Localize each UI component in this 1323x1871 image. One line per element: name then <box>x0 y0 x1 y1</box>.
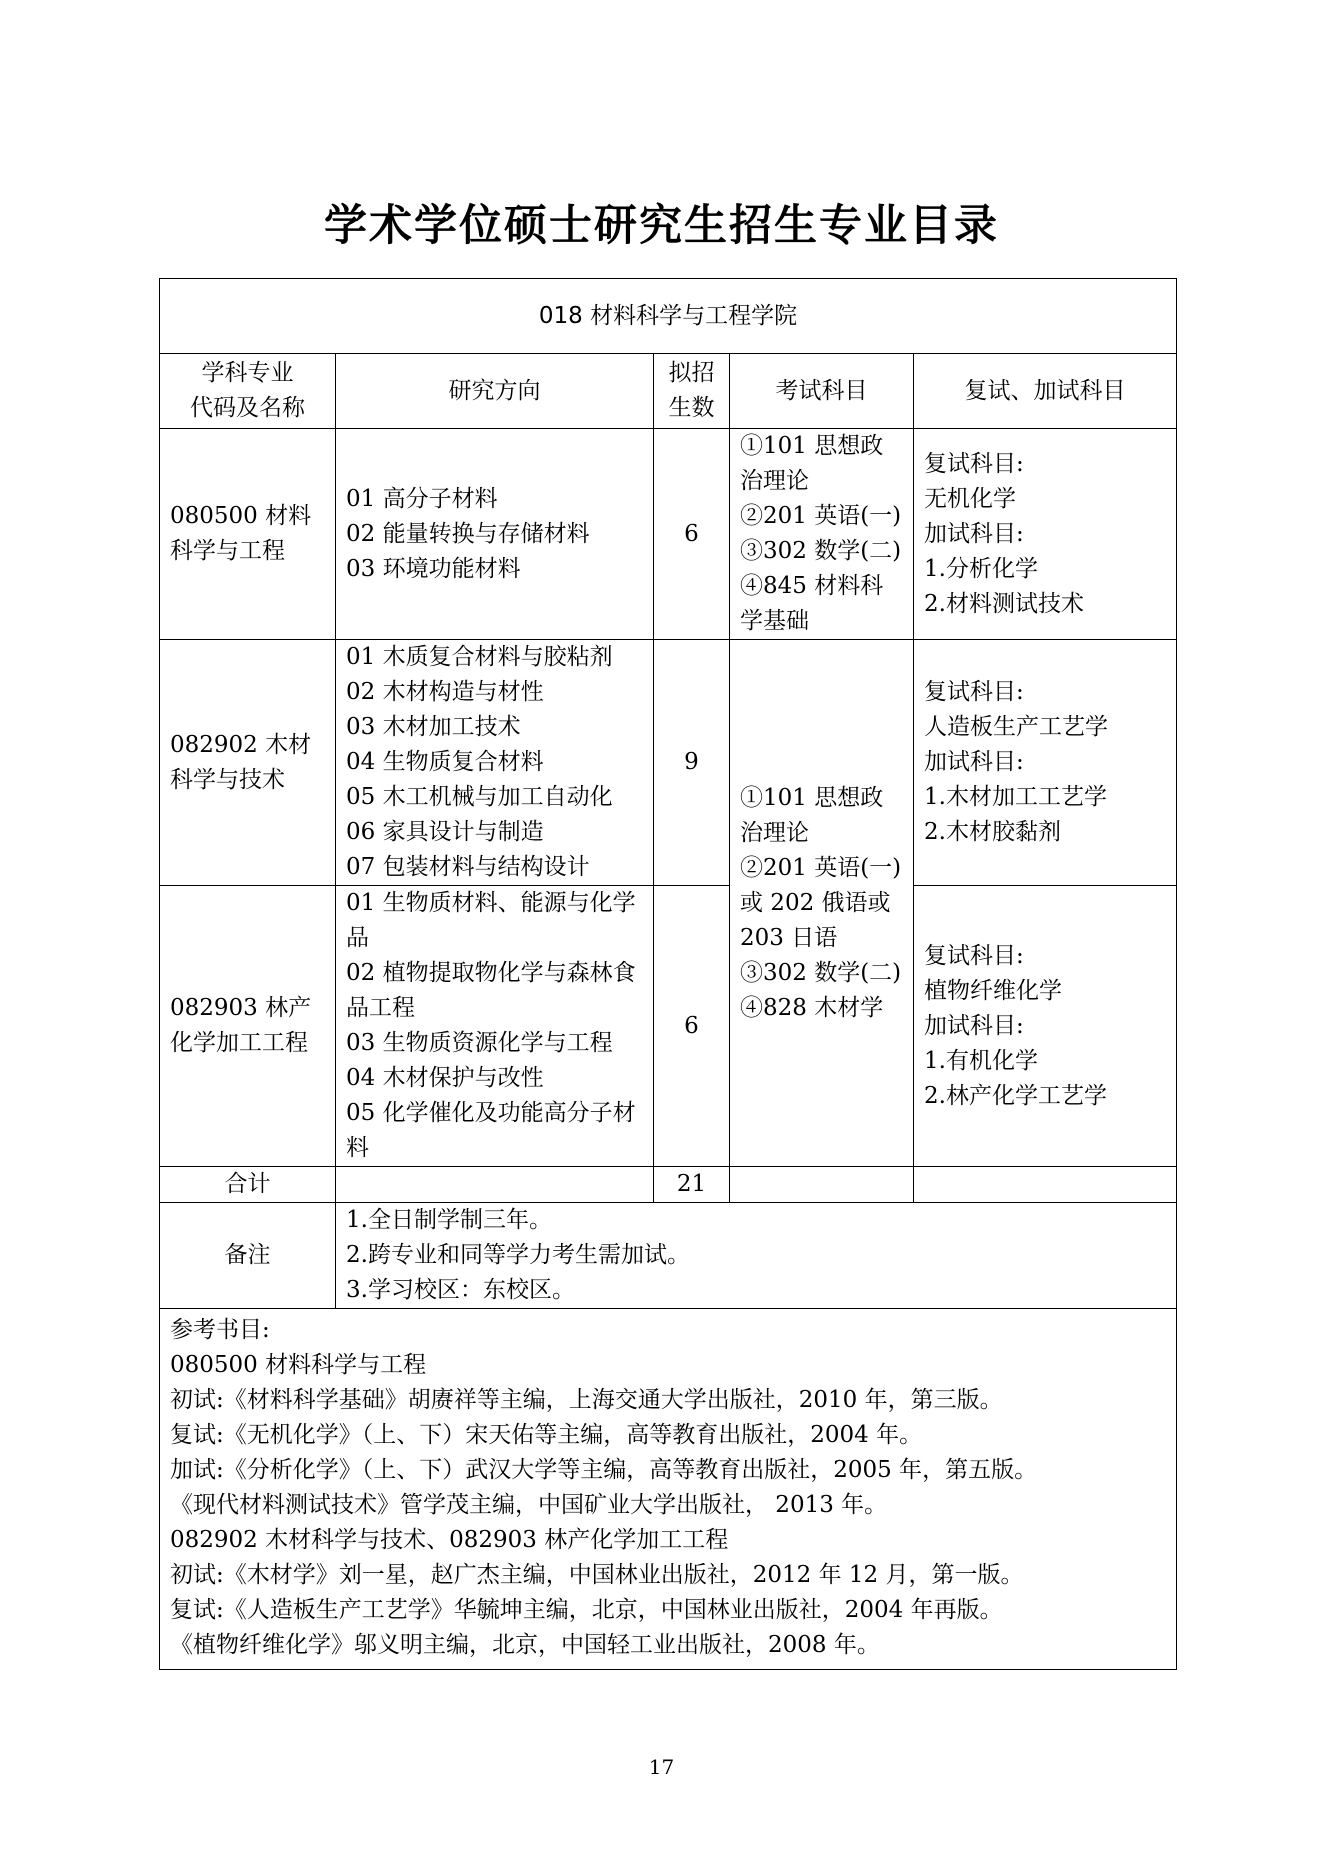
retest-subjects: 复试科目: 人造板生产工艺学 加试科目: 1.木材加工工艺学 2.木材胶黏剂 <box>914 640 1177 886</box>
research-directions: 01 高分子材料 02 能量转换与存储材料 03 环境功能材料 <box>336 429 654 640</box>
reference-line: 复试:《人造板生产工艺学》华毓坤主编，北京，中国林业出版社，2004 年再版。 <box>170 1597 1003 1623</box>
retest-subjects: 复试科目: 植物纤维化学 加试科目: 1.有机化学 2.林产化学工艺学 <box>914 886 1177 1167</box>
quota: 6 <box>654 429 730 640</box>
references <box>160 1309 1177 1670</box>
shared-exam-subjects: ①101 思想政治理论 ②201 英语(一)或 202 俄语或 203 日语 ③302 数学(二) ④828 木材学 <box>730 640 914 1167</box>
college-name: 018 材料科学与工程学院 <box>160 279 1177 354</box>
header-direction: 研究方向 <box>336 354 654 429</box>
notes-content: 1.全日制学制三年。 2.跨专业和同等学力考生需加试。 3.学习校区：东校区。 <box>336 1203 1177 1309</box>
major-catalog-table <box>159 278 1177 1670</box>
reference-line: 加试:《分析化学》（上、下）武汉大学等主编，高等教育出版社，2005 年，第五版。 <box>170 1457 1038 1483</box>
total-row <box>160 1167 1177 1203</box>
header-exam: 考试科目 <box>730 354 914 429</box>
table-row <box>160 429 1177 640</box>
table-row <box>160 886 1177 1167</box>
major-name: 080500 材料科学与工程 <box>160 429 336 640</box>
reference-line: 《植物纤维化学》邬义明主编，北京，中国轻工业出版社，2008 年。 <box>170 1632 880 1658</box>
quota: 6 <box>654 886 730 1167</box>
header-quota: 拟招 生数 <box>654 354 730 429</box>
page-title: 学术学位硕士研究生招生专业目录 <box>324 201 999 251</box>
reference-line: 初试:《材料科学基础》胡赓祥等主编，上海交通大学出版社，2010 年，第三版。 <box>170 1387 1003 1413</box>
major-name: 082903 林产化学加工工程 <box>160 886 336 1167</box>
research-directions: 01 生物质材料、能源与化学品 02 植物提取物化学与森林食品工程 03 生物质资源化学与工程 04 木材保护与改性 05 化学催化及功能高分子材料 <box>336 886 654 1167</box>
page-number: 17 <box>648 1755 675 1779</box>
total-label: 合计 <box>160 1167 336 1203</box>
references-row <box>160 1309 1177 1670</box>
header-retest: 复试、加试科目 <box>914 354 1177 429</box>
reference-line: 参考书目: <box>170 1317 270 1343</box>
table-row <box>160 640 1177 886</box>
major-name: 082902 木材科学与技术 <box>160 640 336 886</box>
quota: 9 <box>654 640 730 886</box>
retest-subjects: 复试科目: 无机化学 加试科目: 1.分析化学 2.材料测试技术 <box>914 429 1177 640</box>
reference-line: 初试:《木材学》刘一星，赵广杰主编，中国林业出版社，2012 年 12 月，第一版。 <box>170 1562 1024 1588</box>
total-value: 21 <box>654 1167 730 1203</box>
reference-line: 《现代材料测试技术》管学茂主编，中国矿业大学出版社， 2013 年。 <box>170 1492 888 1518</box>
exam-subjects: ①101 思想政治理论 ②201 英语(一) ③302 数学(二) ④845 材料科学基础 <box>730 429 914 640</box>
notes-label: 备注 <box>160 1203 336 1309</box>
reference-line: 082902 木材科学与技术、082903 林产化学加工工程 <box>170 1527 729 1553</box>
reference-line: 080500 材料科学与工程 <box>170 1352 427 1378</box>
header-row <box>160 354 1177 429</box>
header-major: 学科专业 代码及名称 <box>160 354 336 429</box>
research-directions: 01 木质复合材料与胶粘剂 02 木材构造与材性 03 木材加工技术 04 生物质复合材料 05 木工机械与加工自动化 06 家具设计与制造 07 包装材料与结构设计 <box>336 640 654 886</box>
notes-row <box>160 1203 1177 1309</box>
reference-line: 复试:《无机化学》（上、下）宋天佑等主编，高等教育出版社，2004 年。 <box>170 1422 923 1448</box>
